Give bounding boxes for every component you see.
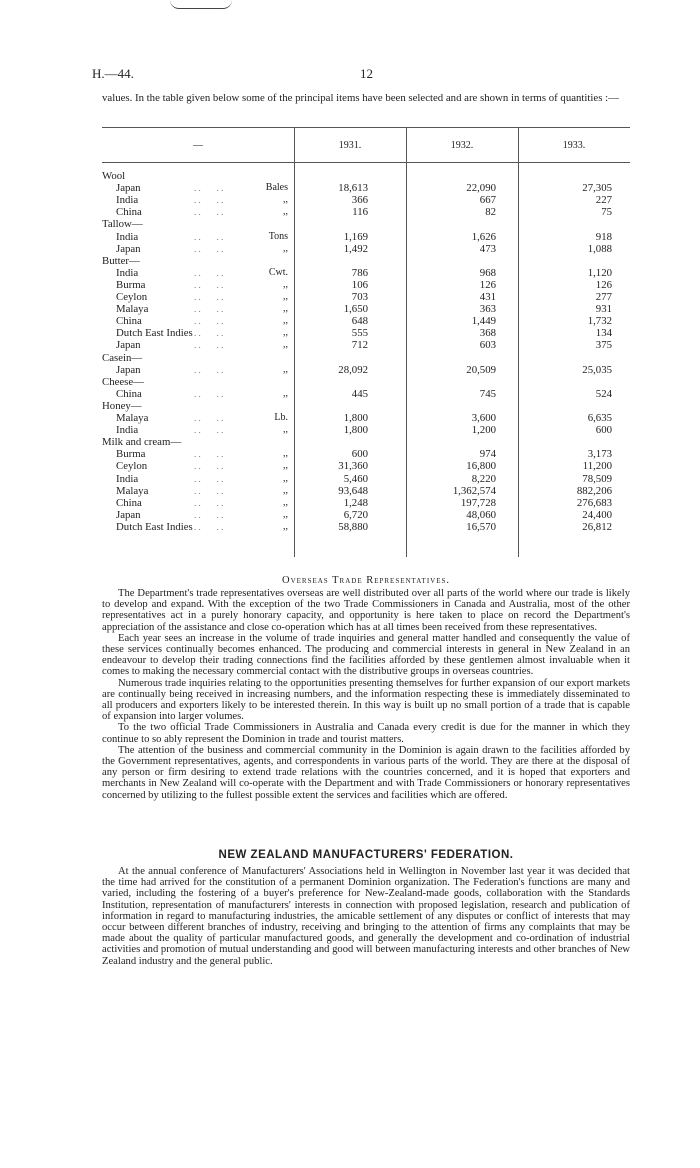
cell-value: 363 (479, 303, 496, 316)
leader-dots: . . . . (194, 292, 224, 302)
row-unit: ,, (283, 448, 288, 460)
leader-dots: . . . . (194, 461, 224, 472)
cell-value: 1,650 (343, 303, 368, 316)
cell-value: 58,880 (338, 520, 368, 533)
table-row (102, 243, 630, 255)
table-row (102, 352, 630, 364)
section-title-overseas-representatives: Overseas Trade Representatives. (281, 575, 451, 586)
table-row (102, 400, 630, 412)
cell-value: 134 (595, 327, 612, 340)
row-unit: ,, (283, 520, 288, 532)
row-label: India (116, 424, 139, 437)
export-quantities-table (102, 127, 630, 557)
page-number: 12 (360, 66, 373, 81)
cell-value: 974 (479, 448, 496, 461)
cell-value: 1,120 (587, 266, 612, 279)
row-unit: ,, (283, 315, 288, 327)
table-row (102, 376, 630, 388)
row-label: Dutch East Indies (116, 520, 193, 533)
paragraph: At the annual conference of Manufacturers' Associations held in Wellington in November last year it was decided that the time had arrived for the constitution of a permanent Dominion organization. The Federation's functions are many and varied, including the fostering of a buyer's preference for New-Zealand-made goods, collaboration with the Standards Institution, representation of manufacturers' interests in connection with proposed legislation, research and publication of information in regard to manufacturing industries, the amicable settlement of any disputes or conflict of interests that may occur between different branches of industry, receiving and bringing to the attention of firms any complaints that may be made about the quality of particular manufactured goods, and generally the development and co-ordination of industrial activities and promotion of mutual understanding and good will between manufacturing interests and other branches of New Zealand industry and the general public. (102, 866, 630, 967)
table-row (102, 388, 630, 400)
row-label: Japan (116, 242, 141, 255)
table-row (102, 279, 630, 291)
document-reference: H.—44. (92, 66, 134, 81)
top-decorative-mark (170, 0, 232, 9)
leader-dots: . . . . (194, 485, 224, 496)
leader-dots: . . . . (194, 364, 224, 375)
row-unit: ,, (283, 460, 288, 472)
row-unit: ,, (283, 387, 288, 399)
cell-value: 82 (485, 206, 496, 219)
row-label: Ceylon (116, 460, 148, 473)
row-unit: ,, (283, 339, 288, 351)
table-row (102, 303, 630, 315)
cell-value: 28,092 (338, 363, 368, 376)
cell-value: 1,732 (587, 315, 612, 328)
cell-value: 712 (351, 339, 368, 352)
table-row (102, 460, 630, 472)
row-label: India (116, 472, 139, 485)
cell-value: 20,509 (466, 363, 496, 376)
cell-value: 1,800 (343, 424, 368, 437)
row-label: Wool (102, 170, 126, 182)
leader-dots: . . . . (194, 304, 224, 315)
cell-value: 600 (351, 448, 368, 461)
table-row (102, 315, 630, 327)
cell-value: 368 (479, 327, 496, 340)
table-row (102, 231, 630, 243)
cell-value: 473 (479, 242, 496, 255)
row-label: Tallow— (102, 218, 143, 231)
cell-value: 667 (479, 194, 496, 207)
cell-value: 25,035 (582, 363, 612, 376)
row-label: Malaya (116, 412, 149, 424)
table-row (102, 412, 630, 424)
cell-value: 276,683 (576, 496, 612, 509)
row-unit: Tons (268, 230, 288, 242)
leader-dots: . . . . (194, 316, 224, 327)
cell-value: 968 (479, 266, 496, 279)
row-label: China (116, 387, 142, 400)
cell-value: 703 (351, 291, 368, 303)
row-unit: ,, (283, 496, 288, 508)
intro-paragraph: values. In the table given below some of the principal items have been selected and are shown in terms of quantities :— (102, 92, 619, 104)
leader-dots: . . . . (194, 231, 224, 242)
leader-dots: . . . . (194, 521, 224, 532)
row-unit: ,, (283, 472, 288, 484)
cell-value: 1,626 (471, 230, 496, 243)
year-header-1931: 1931. (338, 140, 362, 151)
row-unit: ,, (283, 327, 288, 339)
table-corner-header: — (193, 140, 203, 151)
row-label: Japan (116, 508, 141, 521)
leader-dots: . . . . (194, 388, 224, 399)
row-label: Ceylon (116, 291, 148, 303)
cell-value: 6,720 (343, 508, 368, 521)
leader-dots: . . . . (194, 195, 224, 206)
row-label: Japan (116, 339, 141, 352)
cell-value: 603 (479, 339, 496, 352)
year-header-1932: 1932. (450, 140, 474, 151)
cell-value: 8,220 (471, 472, 496, 485)
row-unit: ,, (283, 242, 288, 254)
row-label: China (116, 206, 142, 219)
row-unit: Cwt. (268, 266, 288, 278)
row-unit: Bales (265, 182, 288, 194)
cell-value: 1,362,574 (452, 484, 496, 497)
row-label: Japan (116, 363, 141, 376)
table-row (102, 218, 630, 230)
row-label: Dutch East Indies (116, 327, 193, 340)
row-unit: ,, (283, 363, 288, 375)
leader-dots: . . . . (194, 207, 224, 218)
leader-dots: . . . . (194, 267, 224, 278)
cell-value: 745 (479, 387, 496, 400)
cell-value: 1,088 (587, 242, 612, 255)
leader-dots: . . . . (194, 413, 224, 423)
paragraph: Numerous trade inquiries relating to the opportunities presenting themselves for further expansion of our export markets are continually being received in increasing numbers, and the information respecting these is immediately disseminated to all producers and exporters likely to be interested therein. In this way is built up no small portion of a trade that is capable of expansion into larger volumes. (102, 677, 630, 723)
leader-dots: . . . . (194, 497, 224, 508)
cell-value: 1,492 (343, 242, 368, 255)
table-row (102, 436, 630, 448)
cell-value: 126 (595, 278, 612, 291)
cell-value: 6,635 (587, 412, 612, 424)
row-unit: ,, (283, 206, 288, 218)
table-row (102, 291, 630, 303)
row-label: India (116, 194, 139, 207)
cell-value: 1,200 (471, 424, 496, 437)
row-label: Honey— (102, 399, 142, 412)
row-label: Malaya (116, 303, 149, 316)
cell-value: 48,060 (466, 508, 496, 521)
leader-dots: . . . . (194, 425, 224, 436)
row-label: Butter— (102, 254, 140, 267)
table-header-rule (102, 162, 630, 163)
table-row (102, 255, 630, 267)
cell-value: 26,812 (582, 520, 612, 533)
cell-value: 197,728 (460, 496, 496, 509)
cell-value: 75 (601, 206, 612, 219)
cell-value: 445 (351, 387, 368, 400)
table-row (102, 448, 630, 460)
row-unit: ,, (283, 278, 288, 290)
row-label: Malaya (116, 484, 149, 497)
paragraph: The attention of the business and commercial community in the Dominion is again drawn to the facilities afforded by the Government representatives, agents, and correspondents in various parts of the world. They are there at the disposal of any person or firm desiring to extend trade relations with the countries concerned, and it is hoped that exporters and merchants in New Zealand will co-operate with the Department and with Trade Commissioners or honorary representatives concerned by utilizing to the fullest possible extent the services and facilities which are offered. (102, 744, 630, 801)
cell-value: 18,613 (338, 182, 368, 195)
manufacturers-federation-text (102, 866, 630, 967)
table-top-rule (102, 127, 630, 128)
row-unit: ,, (283, 508, 288, 520)
cell-value: 882,206 (576, 484, 612, 497)
year-header-1933: 1933. (562, 140, 586, 151)
row-unit: ,, (283, 484, 288, 496)
cell-value: 918 (595, 230, 612, 243)
table-row (102, 170, 630, 182)
table-row (102, 327, 630, 339)
leader-dots: . . . . (194, 449, 224, 460)
leader-dots: . . . . (194, 243, 224, 254)
cell-value: 16,800 (466, 460, 496, 473)
cell-value: 93,648 (338, 484, 368, 497)
cell-value: 116 (352, 206, 368, 219)
row-unit: ,, (283, 303, 288, 315)
table-row (102, 206, 630, 218)
leader-dots: . . . . (194, 340, 224, 351)
leader-dots: . . . . (194, 183, 224, 194)
cell-value: 227 (595, 194, 612, 207)
cell-value: 431 (479, 291, 496, 303)
cell-value: 555 (351, 327, 368, 340)
cell-value: 78,509 (582, 472, 612, 485)
table-row (102, 521, 630, 533)
row-label: China (116, 496, 142, 509)
table-row (102, 473, 630, 485)
paragraph: Each year sees an increase in the volume of trade inquiries and general matter handled and consequently the value of these services continually becomes enhanced. The producing and commercial interests in general in New Zealand in an endeavour to develop their trading connections find the facilities afforded by these gentlemen almost invaluable when it comes to making the necessary commercial contact with the distributive groups in overseas countries. (102, 632, 630, 678)
table-row (102, 485, 630, 497)
row-label: Cheese— (102, 375, 144, 388)
row-unit: ,, (283, 194, 288, 206)
cell-value: 1,169 (343, 230, 368, 243)
row-label: India (116, 266, 139, 279)
table-row (102, 364, 630, 376)
table-row (102, 509, 630, 521)
cell-value: 106 (351, 278, 368, 291)
cell-value: 31,360 (338, 460, 368, 473)
row-unit: Lb. (274, 412, 288, 423)
cell-value: 5,460 (343, 472, 368, 485)
cell-value: 24,400 (582, 508, 612, 521)
row-label: China (116, 315, 142, 328)
leader-dots: . . . . (194, 473, 224, 484)
cell-value: 11,200 (582, 460, 612, 473)
cell-value: 3,173 (587, 448, 612, 461)
row-label: Burma (116, 278, 146, 291)
cell-value: 648 (351, 315, 368, 328)
cell-value: 277 (595, 291, 612, 303)
row-unit: ,, (283, 291, 288, 302)
row-label: Casein— (102, 351, 143, 364)
cell-value: 931 (595, 303, 612, 316)
cell-value: 126 (479, 278, 496, 291)
cell-value: 1,800 (343, 412, 368, 424)
cell-value: 3,600 (471, 412, 496, 424)
table-row (102, 424, 630, 436)
row-label: Milk and cream— (102, 436, 182, 449)
row-label: Japan (116, 182, 141, 195)
cell-value: 27,305 (582, 182, 612, 195)
table-row (102, 497, 630, 509)
row-label: Burma (116, 448, 146, 461)
leader-dots: . . . . (194, 509, 224, 520)
cell-value: 600 (595, 424, 612, 437)
cell-value: 375 (595, 339, 612, 352)
running-head (92, 66, 626, 82)
table-row (102, 339, 630, 351)
cell-value: 22,090 (466, 182, 496, 195)
section-title-manufacturers-federation: NEW ZEALAND MANUFACTURERS' FEDERATION. (218, 849, 514, 861)
table-row (102, 182, 630, 194)
row-unit: ,, (283, 424, 288, 436)
table-row (102, 267, 630, 279)
cell-value: 1,449 (471, 315, 496, 328)
paragraph: To the two official Trade Commissioners in Australia and Canada every credit is due for the manner in which they continue to so ably represent the Dominion in trade and tourist matters. (102, 722, 630, 745)
row-label: India (116, 230, 139, 243)
cell-value: 1,248 (343, 496, 368, 509)
cell-value: 366 (351, 194, 368, 207)
leader-dots: . . . . (194, 328, 224, 339)
paragraph: The Department's trade representatives overseas are well distributed over all parts of the world where our trade is likely to develop and expand. With the exception of the two Trade Commissioners in Canada and Australia, most of the other representatives act in a purely honorary capacity, and opportunity is here taken to place on record the Department's appreciation of the assistance and close co-operation which has at all times been received from these representatives. (102, 588, 630, 633)
cell-value: 16,570 (466, 520, 496, 533)
leader-dots: . . . . (194, 279, 224, 290)
table-row (102, 194, 630, 206)
overseas-representatives-text (102, 588, 630, 801)
cell-value: 524 (595, 387, 612, 400)
cell-value: 786 (351, 266, 368, 279)
